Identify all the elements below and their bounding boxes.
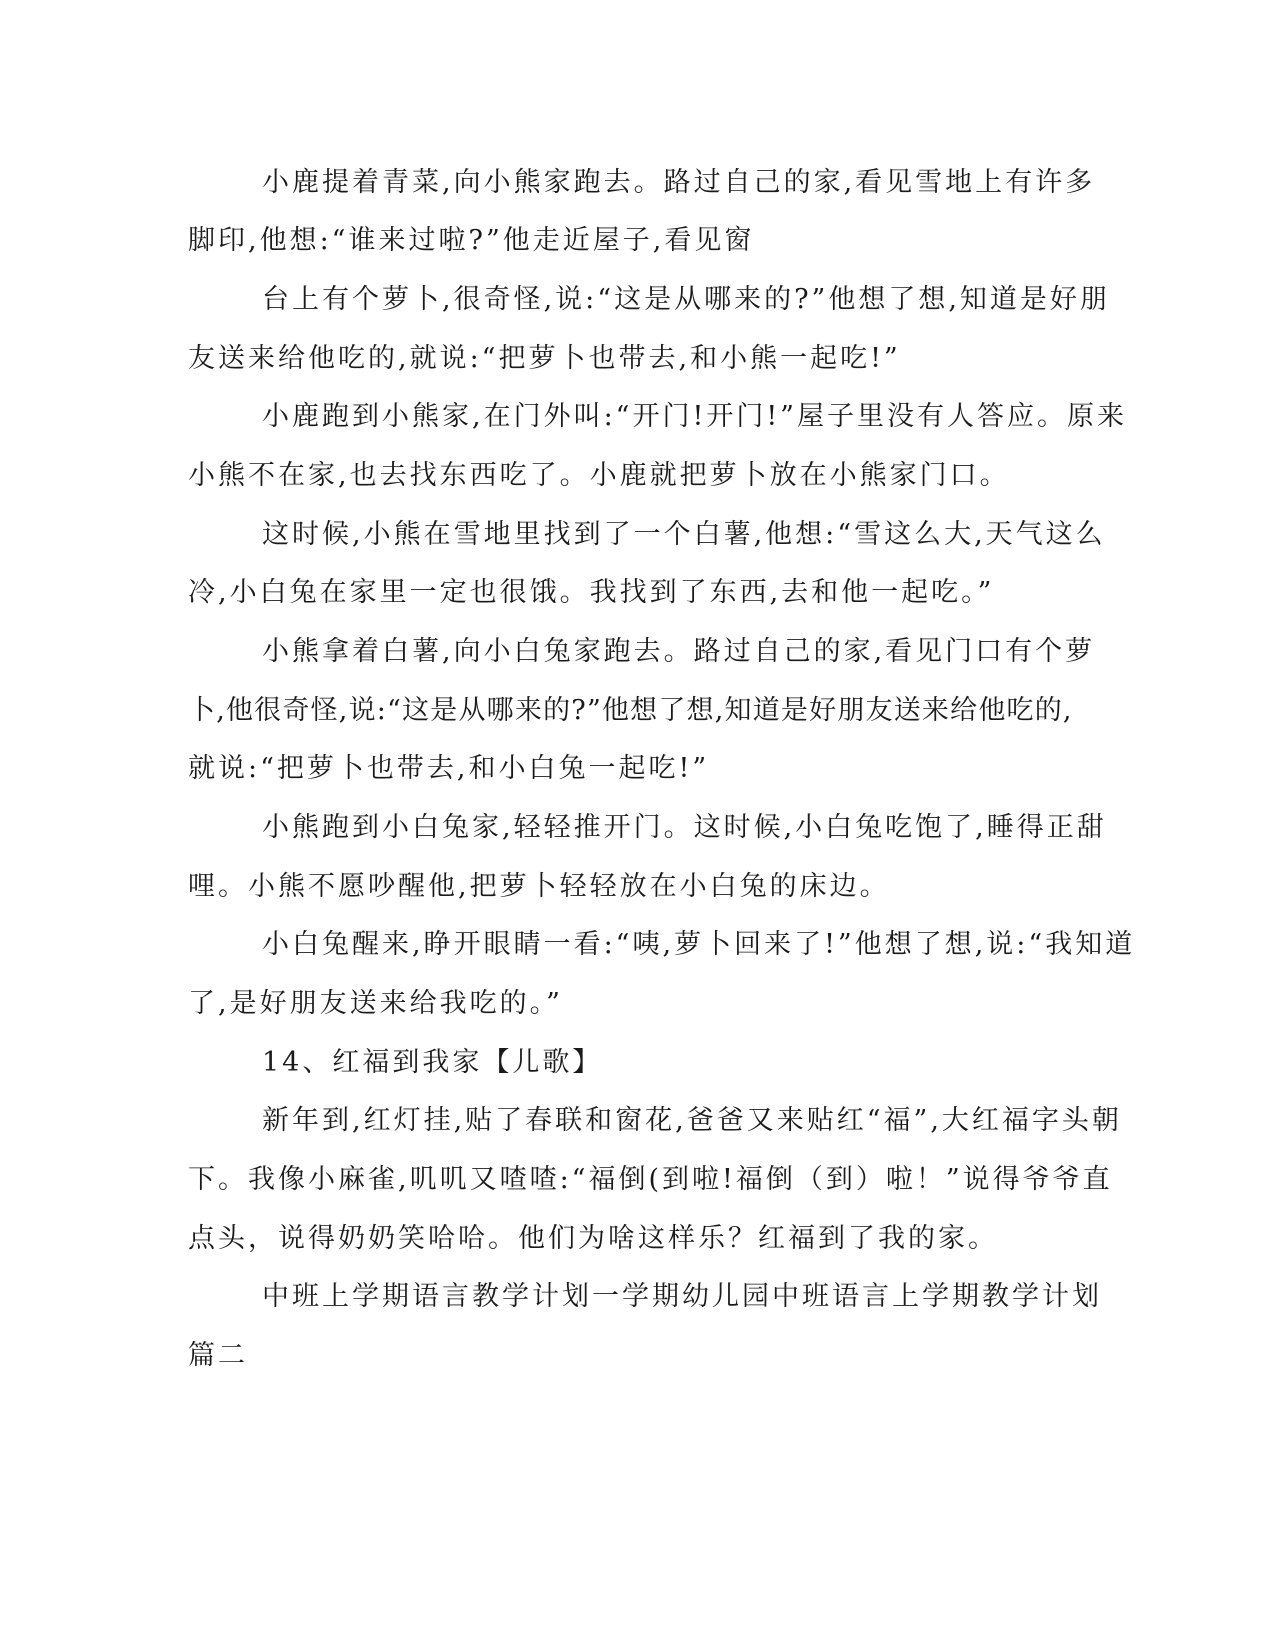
paragraph-line: 小鹿跑到小熊家,在门外叫:“开门!开门!”屋子里没有人答应。原来 xyxy=(262,401,1127,432)
paragraph-line: 脚印,他想:“谁来过啦?”他走近屋子,看见窗 xyxy=(188,225,755,256)
paragraph-line: 小熊跑到小白兔家,轻轻推开门。这时候,小白兔吃饱了,睡得正甜 xyxy=(262,812,1107,843)
paragraph-line: 小白兔醒来,睁开眼睛一看:“咦,萝卜回来了!”他想了想,说:“我知道 xyxy=(262,929,1136,960)
paragraph-line: 这时候,小熊在雪地里找到了一个白薯,他想:“雪这么大,天气这么 xyxy=(262,519,1106,550)
paragraph-line: 哩。小熊不愿吵醒他,把萝卜轻轻放在小白兔的床边。 xyxy=(188,871,890,902)
section-heading: 14、红福到我家【儿歌】 xyxy=(262,1047,603,1078)
paragraph-line: 了,是好朋友送来给我吃的。” xyxy=(188,988,563,1019)
paragraph-line: 新年到,红灯挂,贴了春联和窗花,爸爸又来贴红“福”,大红福字头朝 xyxy=(262,1105,1122,1136)
paragraph-line: 友送来给他吃的,就说:“把萝卜也带去,和小熊一起吃!” xyxy=(188,343,901,374)
paragraph-line: 点头，说得奶奶笑哈哈。他们为啥这样乐？红福到了我的家。 xyxy=(188,1223,998,1254)
paragraph-line: 就说:“把萝卜也带去,和小白兔一起吃!” xyxy=(188,753,710,784)
paragraph-line: 台上有个萝卜,很奇怪,说:“这是从哪来的?”他想了想,知道是好朋 xyxy=(262,284,1110,315)
paragraph-line: 篇二 xyxy=(188,1340,248,1371)
paragraph-line: 小熊不在家,也去找东西吃了。小鹿就把萝卜放在小熊家门口。 xyxy=(188,460,1010,491)
paragraph-line: 小鹿提着青菜,向小熊家跑去。路过自己的家,看见雪地上有许多 xyxy=(262,167,1096,198)
paragraph-line: 小熊拿着白薯,向小白兔家跑去。路过自己的家,看见门口有个萝 xyxy=(262,636,1096,667)
paragraph-line: 中班上学期语言教学计划一学期幼儿园中班语言上学期教学计划 xyxy=(262,1281,1102,1312)
paragraph-line: 冷,小白兔在家里一定也很饿。我找到了东西,去和他一起吃。” xyxy=(188,577,995,608)
paragraph-line: 下。我像小麻雀,叽叽又喳喳:“福倒(到啦!福倒（到）啦！”说得爷爷直 xyxy=(188,1164,1113,1195)
paragraph-line: 卜,他很奇怪,说:“这是从哪来的?”他想了想,知道是好朋友送来给他吃的, xyxy=(188,695,1073,726)
